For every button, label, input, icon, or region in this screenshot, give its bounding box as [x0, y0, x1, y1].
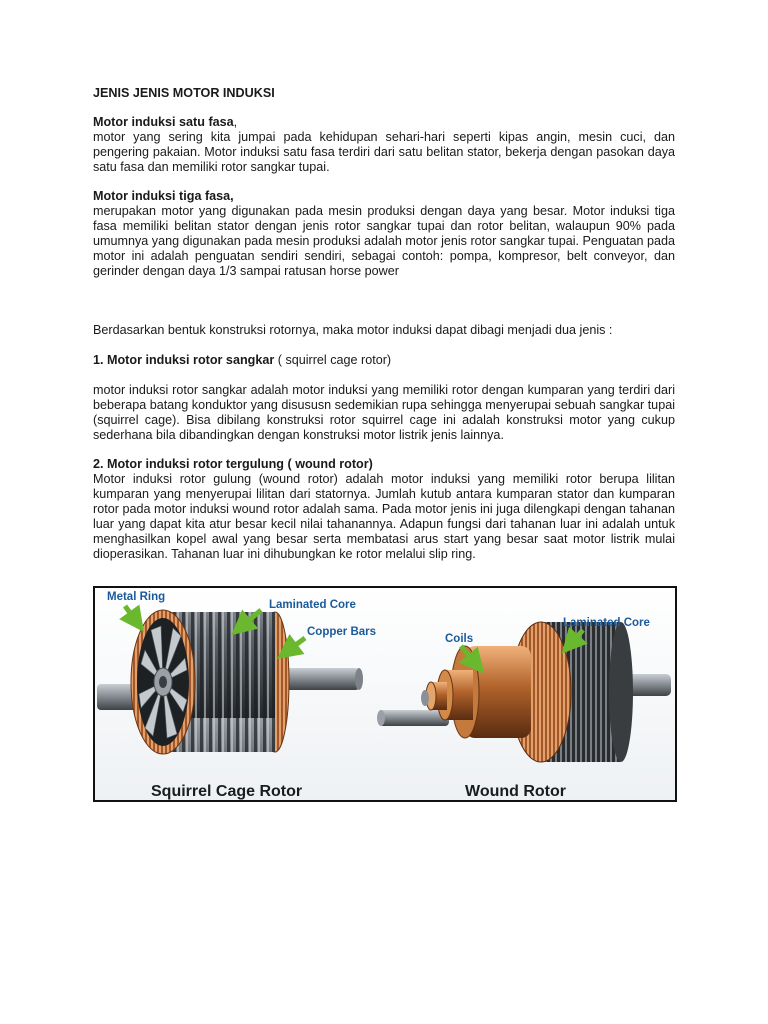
rotor-figure — [93, 586, 677, 802]
section-single-phase-body: motor yang sering kita jumpai pada kehidupan sehari-hari seperti kipas angin, mesin cuci, dan pengering pakaian. Motor induksi satu fasa terdiri dari satu belitan stator, bekerja dengan pasokan daya satu fasa dan memiliki rotor sangkar tupai. — [93, 130, 675, 174]
arrow-metal-ring — [125, 606, 141, 628]
intro-paragraph: Berdasarkan bentuk konstruksi rotornya, maka motor induksi dapat dibagi menjadi dua jenis : — [93, 323, 613, 337]
label-coils: Coils — [445, 633, 474, 645]
document-body — [93, 86, 675, 562]
type2-body: Motor induksi rotor gulung (wound rotor) adalah motor induksi yang memiliki rotor berupa lilitan kumparan yang menyerupai lilitan dari statornya. Jumlah kutub antara kumparan stator dan kumparan rotor pada motor induksi wound rotor adalah sama. Pada motor jenis ini juga dilengkapi dengan tahanan luar yang dapat kita atur besar kecil nilai tahanannya. Adapun fungsi dari tahanan luar ini adalah untuk menghasilkan kopel awal yang besar serta membatasi arus start yang besar saat motor listrik mulai dioperasikan. Tahanan luar ini dihubungkan ke rotor melalui slip ring. — [93, 472, 675, 561]
type1-heading-tail: ( squirrel cage rotor) — [274, 353, 392, 367]
wound-rotor-graphic — [377, 622, 671, 762]
section-three-phase-heading: Motor induksi tiga fasa, — [93, 189, 234, 203]
label-laminated-core-right: Laminated Core — [563, 617, 650, 629]
section-single-phase-heading-tail: , — [233, 115, 238, 129]
document-title: JENIS JENIS MOTOR INDUKSI — [93, 86, 275, 100]
label-metal-ring: Metal Ring — [107, 591, 166, 603]
type1-body: motor induksi rotor sangkar adalah motor induksi yang memiliki rotor dengan kumparan yang terdiri dari beberapa batang konduktor yang disususn sedemikian rupa sehingga menyerupai sebuah sangkar tupai (squirrel cage). Bisa dibilang konstruksi rotor squirrel cage ini adalah konstruksi motor yang cukup sederhana bila dibandingkan dengan konstruksi motor listrik jenis lainnya. — [93, 383, 675, 442]
section-three-phase-body: merupakan motor yang digunakan pada mesin produksi dengan daya yang besar. Motor induksi tiga fasa memiliki belitan stator dengan jenis rotor sangkar tupai dan rotor belitan, walaupun 90% pada umumnya yang digunakan pada mesin produksi adalah motor jenis rotor sangkar tupai. Penguatan pada motor ini adalah penguatan sendiri sendiri, sebagai contoh: pompa, kompresor, belt conveyor, dan gerinder dengan daya 1/3 sampai ratusan horse power — [93, 204, 675, 278]
right-shaft-left — [379, 710, 449, 726]
label-laminated-core-left: Laminated Core — [269, 599, 356, 611]
type1-heading-line — [93, 353, 675, 368]
section-single-phase — [93, 115, 675, 130]
section-single-phase-heading: Motor induksi satu fasa — [93, 115, 234, 129]
type2-heading: 2. Motor induksi rotor tergulung ( wound rotor) — [93, 457, 373, 471]
rotor-illustration — [95, 588, 675, 800]
caption-squirrel-cage-rotor: Squirrel Cage Rotor — [151, 783, 303, 800]
type1-heading: 1. Motor induksi rotor sangkar — [93, 353, 275, 367]
label-copper-bars: Copper Bars — [307, 626, 377, 638]
caption-wound-rotor: Wound Rotor — [465, 783, 567, 800]
